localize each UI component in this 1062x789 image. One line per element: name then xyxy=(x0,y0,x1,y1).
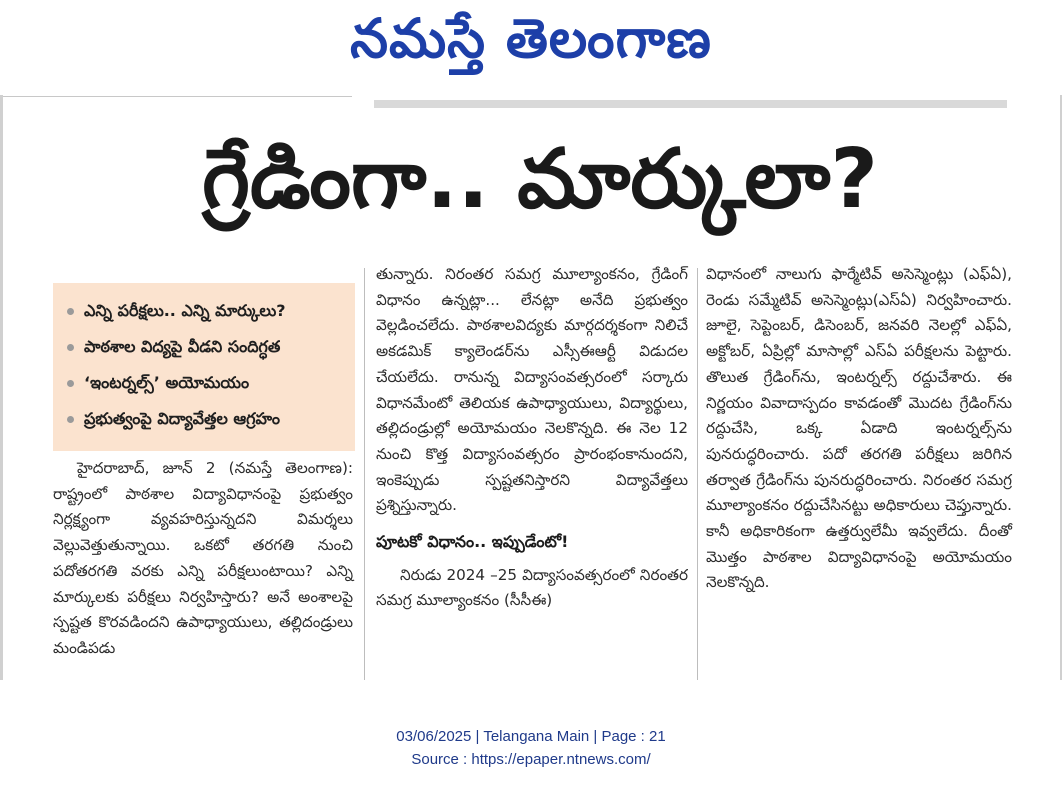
paragraph: నిరుడు 2024 –25 విద్యాసంవత్సరంలో నిరంతర సమగ్ర మూల్యాంకనం (సీసీఈ) xyxy=(376,565,688,610)
paragraph: విధానంలో నాలుగు ఫార్మేటివ్ అసెస్మెంట్లు (ఎఫ్ఏ), రెండు సమ్మేటివ్ అసెస్మెంట్లు(ఎస్ఏ) నిర్వహించారు. జూలై, సెప్టెంబర్, డిసెంబర్, జనవరి నెలల్లో ఎఫ్ఏ, అక్టోబర్, ఏప్రిల్లో మాసాల్లో ఎస్ఏ పరీక్షలను పెట్టారు. తొలుత గ్రేడింగ్‌ను, ఇంటర్నల్స్ రద్దుచేశారు. ఈ నిర్ణయం వివాదాస్పదం కావడంతో మొదట గ్రేడింగ్‌ను రద్దుచేసి, ఒక్క ఏడాది ఇంటర్నల్స్‌ను పునరుద్ధరించారు. పదో తరగతి పరీక్షలు జరిగిన తర్వాత గ్రేడింగ్‌ను పునరుద్ధరించారు. నిరంతర సమగ్ర మూల్యాంకనం రద్దుచేసినట్టు అధికారులు చెప్తున్నారు. కానీ అధికారికంగా ఉత్తర్వులేమీ ఇవ్వలేదు. దీంతో మొత్తం పాఠశాల విద్యావిధానంపై అయోమయం నెలకొన్నది. xyxy=(706,265,1012,592)
highlight-item xyxy=(67,365,355,401)
sub-heading: పూటకో విధానం.. ఇప్పుడేంటో! xyxy=(376,532,569,552)
page-edge-left xyxy=(0,95,3,680)
highlight-text: ఎన్ని పరీక్షలు.. ఎన్ని మార్కులు? xyxy=(84,301,286,320)
highlight-text: ప్రభుత్వంపై విద్యావేత్తల ఆగ్రహం xyxy=(84,409,280,428)
bullet-icon xyxy=(67,416,74,423)
footer-source: Source : https://epaper.ntnews.com/ xyxy=(411,751,651,768)
newspaper-masthead: నమస్తే తెలంగాణ xyxy=(350,7,712,70)
masthead-rule xyxy=(0,96,352,97)
highlight-item xyxy=(67,329,355,365)
bullet-icon xyxy=(67,308,74,315)
paragraph: తున్నారు. నిరంతర సమగ్ర మూల్యాంకనం, గ్రేడింగ్ విధానం ఉన్నట్లా... లేనట్లా అనేది ప్రభుత్వం వెల్లడించలేదు. పాఠశాలవిద్యకు మార్గదర్శకంగా నిలిచే అకడమిక్ క్యాలెండర్‌ను ఎస్సీఈఆర్టీ విడుదల చేయలేదు. రానున్న విద్యాసంవత్సరంలో సర్కారు విధానమేంటో తెలియక ఉపాధ్యాయులు, విద్యార్థులు, తల్లిదండ్రుల్లో అయోమయం నెలకొన్నది. ఈ నెల 12 నుంచి కొత్త విద్యాసంవత్సరం ప్రారంభంకానుందని, ఇంకెప్పుడు స్పష్టతనిస్తారని విద్యావేత్తలు ప్రశ్నిస్తున్నారు. xyxy=(376,265,688,515)
paragraph: హైదరాబాద్, జూన్ 2 (నమస్తే తెలంగాణ): రాష్ట్రంలో పాఠశాల విద్యావిధానంపై ప్రభుత్వం నిర్లక్ష్యంగా వ్యవహరిస్తున్నదని విమర్శలు వెల్లువెత్తుతున్నాయి. ఒకటో తరగతి నుంచి పదోతరగతి వరకు ఎన్ని పరీక్షలుంటాయి? ఎన్ని మార్కులకు పరీక్షలు నిర్వహిస్తారు? అనే అంశాలపై స్పష్టత కొరవడిందని ఉపాధ్యాయులు, తల్లిదండ్రులు మండిపడు xyxy=(53,459,353,657)
article-column-3 xyxy=(706,262,1012,596)
article-column-2 xyxy=(376,262,688,614)
highlight-text: పాఠశాల విద్యపై వీడని సందిగ్ధత xyxy=(84,337,281,356)
highlight-text: ‘ఇంటర్నల్స్’ అయోమయం xyxy=(84,373,250,392)
bullet-icon xyxy=(67,380,74,387)
highlight-item xyxy=(67,401,355,437)
article-column-1 xyxy=(53,456,353,662)
highlight-item xyxy=(67,293,355,329)
column-divider xyxy=(697,268,698,680)
highlights-box xyxy=(53,283,355,451)
article-headline: గ్రేడింగా.. మార్కులా? xyxy=(202,132,878,227)
footer-date-page: 03/06/2025 | Telangana Main | Page : 21 xyxy=(396,728,666,745)
bullet-icon xyxy=(67,344,74,351)
column-divider xyxy=(364,268,365,680)
masthead-grey-bar xyxy=(374,100,1007,108)
